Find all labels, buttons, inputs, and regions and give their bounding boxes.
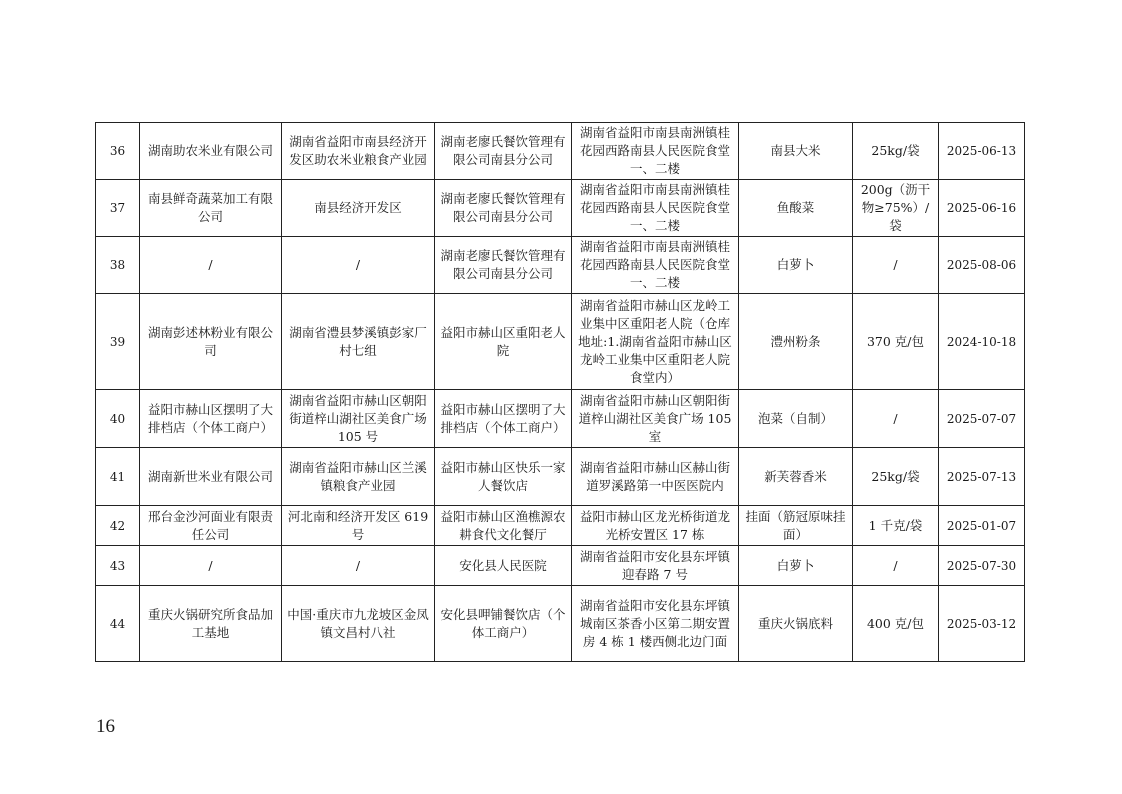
row-number-cell: 36 (96, 123, 140, 180)
row-number-cell: 37 (96, 180, 140, 237)
specification-cell: 370 克/包 (853, 294, 939, 390)
sampled-unit-name-cell: 湖南老廖氏餐饮管理有限公司南县分公司 (435, 123, 572, 180)
producer-name-cell: 湖南彭述林粉业有限公司 (140, 294, 282, 390)
food-name-cell: 白萝卜 (739, 546, 853, 586)
sampled-unit-name-cell: 益阳市赫山区渔樵源农耕食代文化餐厅 (435, 506, 572, 546)
producer-name-cell: 南县鲜奇蔬菜加工有限公司 (140, 180, 282, 237)
specification-cell: / (853, 237, 939, 294)
producer-name-cell: 湖南助农米业有限公司 (140, 123, 282, 180)
sampled-unit-address-cell: 湖南省益阳市安化县东坪镇城南区茶香小区第二期安置房 4 栋 1 楼西侧北边门面 (572, 586, 739, 662)
sampled-unit-name-cell: 益阳市赫山区快乐一家人餐饮店 (435, 448, 572, 506)
sampled-unit-name-cell: 湖南老廖氏餐饮管理有限公司南县分公司 (435, 237, 572, 294)
producer-name-cell: / (140, 546, 282, 586)
row-number-cell: 41 (96, 448, 140, 506)
specification-cell: 25kg/袋 (853, 123, 939, 180)
food-name-cell: 白萝卜 (739, 237, 853, 294)
table-row (96, 546, 1025, 586)
sampled-unit-address-cell: 湖南省益阳市南县南洲镇桂花园西路南县人民医院食堂一、二楼 (572, 180, 739, 237)
producer-address-cell: 湖南省益阳市赫山区兰溪镇粮食产业园 (282, 448, 435, 506)
results-table (95, 122, 1025, 662)
sampled-unit-address-cell: 湖南省益阳市南县南洲镇桂花园西路南县人民医院食堂一、二楼 (572, 123, 739, 180)
production-date-cell: 2025-07-13 (939, 448, 1025, 506)
producer-address-cell: 中国·重庆市九龙坡区金凤镇文昌村八社 (282, 586, 435, 662)
producer-address-cell: / (282, 546, 435, 586)
producer-address-cell: 河北南和经济开发区 619 号 (282, 506, 435, 546)
table-row (96, 390, 1025, 448)
producer-name-cell: 重庆火锅研究所食品加工基地 (140, 586, 282, 662)
producer-name-cell: 益阳市赫山区摆明了大排档店（个体工商户） (140, 390, 282, 448)
sampled-unit-name-cell: 益阳市赫山区重阳老人院 (435, 294, 572, 390)
food-name-cell: 南县大米 (739, 123, 853, 180)
food-name-cell: 澧州粉条 (739, 294, 853, 390)
producer-address-cell: / (282, 237, 435, 294)
row-number-cell: 44 (96, 586, 140, 662)
table-row (96, 448, 1025, 506)
table-row (96, 294, 1025, 390)
sampled-unit-address-cell: 湖南省益阳市赫山区朝阳街道梓山湖社区美食广场 105 室 (572, 390, 739, 448)
sampled-unit-name-cell: 安化县呷铺餐饮店（个体工商户） (435, 586, 572, 662)
producer-name-cell: 湖南新世米业有限公司 (140, 448, 282, 506)
specification-cell: 200g（沥干物≥75%）/袋 (853, 180, 939, 237)
production-date-cell: 2024-10-18 (939, 294, 1025, 390)
specification-cell: / (853, 390, 939, 448)
sampled-unit-address-cell: 湖南省益阳市赫山区龙岭工业集中区重阳老人院（仓库地址:1.湖南省益阳市赫山区龙岭工业集中区重阳老人院食堂内） (572, 294, 739, 390)
production-date-cell: 2025-03-12 (939, 586, 1025, 662)
row-number-cell: 43 (96, 546, 140, 586)
production-date-cell: 2025-07-07 (939, 390, 1025, 448)
page-number: 16 (96, 716, 115, 737)
table-row (96, 123, 1025, 180)
sampled-unit-name-cell: 安化县人民医院 (435, 546, 572, 586)
food-name-cell: 鱼酸菜 (739, 180, 853, 237)
sampled-unit-address-cell: 湖南省益阳市安化县东坪镇迎春路 7 号 (572, 546, 739, 586)
production-date-cell: 2025-01-07 (939, 506, 1025, 546)
food-name-cell: 新芙蓉香米 (739, 448, 853, 506)
producer-address-cell: 湖南省益阳市南县经济开发区助农米业粮食产业园 (282, 123, 435, 180)
producer-address-cell: 湖南省澧县梦溪镇彭家厂村七组 (282, 294, 435, 390)
table-row (96, 180, 1025, 237)
food-name-cell: 泡菜（自制） (739, 390, 853, 448)
specification-cell: 400 克/包 (853, 586, 939, 662)
producer-address-cell: 湖南省益阳市赫山区朝阳街道梓山湖社区美食广场 105 号 (282, 390, 435, 448)
row-number-cell: 40 (96, 390, 140, 448)
sampled-unit-name-cell: 湖南老廖氏餐饮管理有限公司南县分公司 (435, 180, 572, 237)
production-date-cell: 2025-08-06 (939, 237, 1025, 294)
row-number-cell: 42 (96, 506, 140, 546)
specification-cell: 1 千克/袋 (853, 506, 939, 546)
table-row (96, 586, 1025, 662)
producer-name-cell: 邢台金沙河面业有限责任公司 (140, 506, 282, 546)
sampled-unit-name-cell: 益阳市赫山区摆明了大排档店（个体工商户） (435, 390, 572, 448)
sampled-unit-address-cell: 湖南省益阳市南县南洲镇桂花园西路南县人民医院食堂一、二楼 (572, 237, 739, 294)
table-row (96, 237, 1025, 294)
sampled-unit-address-cell: 益阳市赫山区龙光桥街道龙光桥安置区 17 栋 (572, 506, 739, 546)
row-number-cell: 39 (96, 294, 140, 390)
table-row (96, 506, 1025, 546)
sampled-unit-address-cell: 湖南省益阳市赫山区赫山街道罗溪路第一中医医院内 (572, 448, 739, 506)
table-body (96, 123, 1025, 662)
row-number-cell: 38 (96, 237, 140, 294)
producer-name-cell: / (140, 237, 282, 294)
producer-address-cell: 南县经济开发区 (282, 180, 435, 237)
production-date-cell: 2025-06-13 (939, 123, 1025, 180)
specification-cell: / (853, 546, 939, 586)
food-name-cell: 挂面（筋冠原味挂面） (739, 506, 853, 546)
production-date-cell: 2025-07-30 (939, 546, 1025, 586)
production-date-cell: 2025-06-16 (939, 180, 1025, 237)
specification-cell: 25kg/袋 (853, 448, 939, 506)
food-name-cell: 重庆火锅底料 (739, 586, 853, 662)
